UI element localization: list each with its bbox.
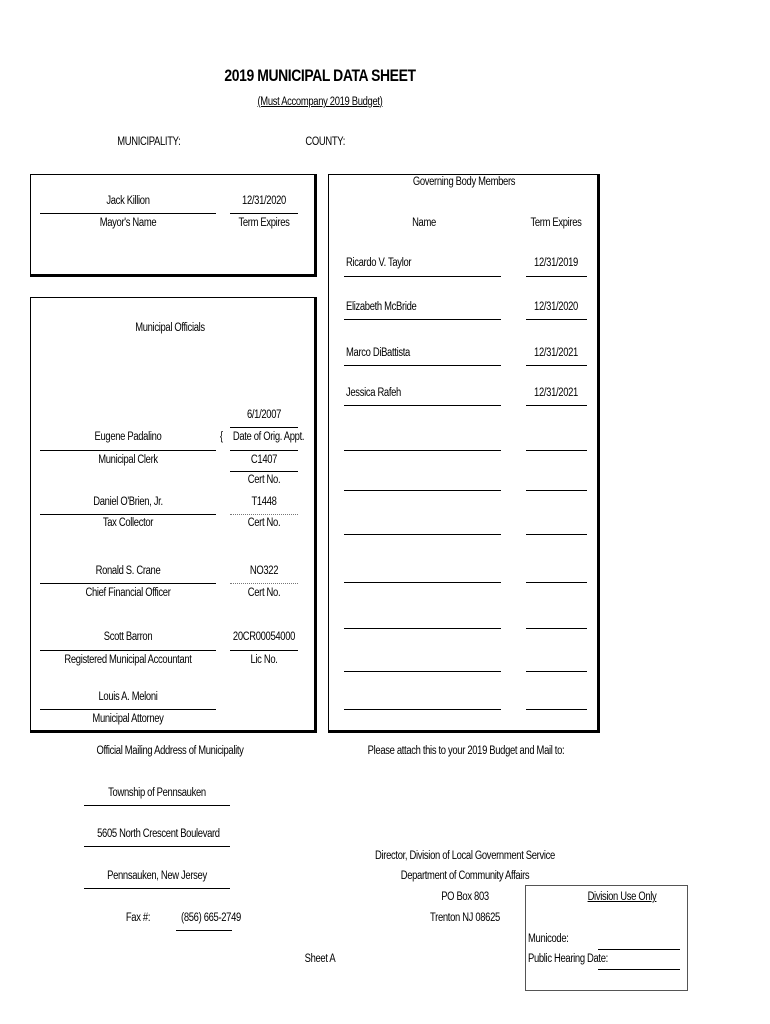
member-blank-line bbox=[344, 709, 501, 710]
clerk-name: Eugene Padalino bbox=[94, 431, 162, 443]
attach-line2: Department of Community Affairs bbox=[400, 870, 530, 882]
cfo-cert-label: Cert No. bbox=[247, 587, 281, 599]
member-1-name-line bbox=[344, 276, 501, 277]
municode-line bbox=[598, 949, 680, 950]
cfo-cert: NO322 bbox=[249, 565, 279, 577]
member-4-name-line bbox=[344, 405, 501, 406]
member-blank-line bbox=[526, 490, 587, 491]
clerk-cert-label: Cert No. bbox=[247, 474, 281, 486]
hearing-line bbox=[598, 969, 680, 970]
tax-cert-line bbox=[230, 514, 298, 515]
cfo-cert-line bbox=[230, 583, 298, 584]
hearing-label: Public Hearing Date: bbox=[528, 953, 608, 965]
member-blank-line bbox=[526, 671, 587, 672]
mayor-term-line bbox=[230, 213, 298, 214]
page-subtitle: (Must Accompany 2019 Budget) bbox=[257, 96, 383, 108]
mailing-heading: Official Mailing Address of Municipality bbox=[96, 745, 244, 757]
mayor-name-line bbox=[40, 213, 216, 214]
municipality-label: MUNICIPALITY: bbox=[117, 136, 181, 148]
clerk-cert: C1407 bbox=[250, 454, 278, 466]
clerk-brace: { bbox=[219, 431, 223, 443]
fax-label: Fax #: bbox=[125, 912, 151, 924]
tax-label: Tax Collector bbox=[102, 517, 154, 529]
fax-underline bbox=[176, 930, 232, 931]
tax-cert: T1448 bbox=[251, 496, 277, 508]
officials-heading: Municipal Officials bbox=[135, 322, 205, 334]
attach-line1: Director, Division of Local Government Service bbox=[375, 850, 555, 862]
mailing-line1-underline bbox=[84, 805, 230, 806]
clerk-date-label-line bbox=[230, 450, 298, 451]
sheet-label: Sheet A bbox=[304, 953, 336, 965]
member-blank-line bbox=[344, 490, 501, 491]
member-3-name-line bbox=[344, 365, 501, 366]
member-blank-line bbox=[344, 671, 501, 672]
mayor-term-label: Term Expires bbox=[238, 217, 290, 229]
member-2-name-line bbox=[344, 319, 501, 320]
member-4-name: Jessica Rafeh bbox=[346, 387, 401, 399]
member-blank-line bbox=[344, 628, 501, 629]
member-2-name: Elizabeth McBride bbox=[346, 301, 417, 313]
member-blank-line bbox=[526, 709, 587, 710]
officials-box bbox=[30, 297, 317, 733]
municode-label: Municode: bbox=[528, 933, 569, 945]
cfo-label: Chief Financial Officer bbox=[85, 587, 171, 599]
clerk-name-line bbox=[40, 450, 216, 451]
member-blank-line bbox=[344, 450, 501, 451]
mayor-name-label: Mayor's Name bbox=[99, 217, 157, 229]
rma-lic-label: Lic No. bbox=[250, 654, 278, 666]
member-4-term: 12/31/2021 bbox=[534, 387, 578, 399]
tax-name-line bbox=[40, 514, 216, 515]
cfo-name-line bbox=[40, 583, 216, 584]
clerk-date-label: Date of Orig. Appt. bbox=[232, 431, 305, 443]
clerk-date-line bbox=[230, 427, 298, 428]
rma-name-line bbox=[40, 650, 216, 651]
governing-name-col: Name bbox=[412, 217, 436, 229]
member-blank-line bbox=[526, 534, 587, 535]
member-blank-line bbox=[526, 628, 587, 629]
mailing-line3-underline bbox=[84, 888, 230, 889]
attach-line3: PO Box 803 bbox=[441, 891, 489, 903]
member-blank-line bbox=[344, 534, 501, 535]
clerk-date: 6/1/2007 bbox=[246, 409, 282, 421]
member-2-term: 12/31/2020 bbox=[534, 301, 578, 313]
member-blank-line bbox=[526, 582, 587, 583]
attorney-label: Municipal Attorney bbox=[92, 713, 164, 725]
fax-number: (856) 665-2749 bbox=[181, 912, 241, 924]
division-title: Division Use Only bbox=[587, 891, 657, 903]
mailing-line3: Pennsauken, New Jersey bbox=[107, 870, 207, 882]
member-3-term-line bbox=[526, 365, 587, 366]
member-1-term-line bbox=[526, 276, 587, 277]
member-1-name: Ricardo V. Taylor bbox=[346, 257, 412, 269]
tax-name: Daniel O'Brien, Jr. bbox=[93, 496, 163, 508]
cfo-name: Ronald S. Crane bbox=[95, 565, 161, 577]
rma-name: Scott Barron bbox=[103, 631, 153, 643]
member-2-term-line bbox=[526, 319, 587, 320]
rma-lic-line bbox=[230, 650, 298, 651]
governing-heading: Governing Body Members bbox=[412, 176, 516, 188]
tax-cert-label: Cert No. bbox=[247, 517, 281, 529]
clerk-label: Municipal Clerk bbox=[98, 454, 158, 466]
attorney-name-line bbox=[40, 709, 216, 710]
clerk-cert-line bbox=[230, 471, 298, 472]
mayor-term: 12/31/2020 bbox=[242, 195, 286, 207]
attach-line4: Trenton NJ 08625 bbox=[430, 912, 500, 924]
governing-term-col: Term Expires bbox=[530, 217, 582, 229]
mailing-line2: 5605 North Crescent Boulevard bbox=[97, 828, 220, 840]
member-1-term: 12/31/2019 bbox=[534, 257, 578, 269]
mailing-line1: Township of Pennsauken bbox=[108, 787, 206, 799]
member-blank-line bbox=[526, 450, 587, 451]
member-3-term: 12/31/2021 bbox=[534, 347, 578, 359]
attach-heading: Please attach this to your 2019 Budget and Mail to: bbox=[367, 745, 565, 757]
rma-label: Registered Municipal Accountant bbox=[64, 654, 192, 666]
mailing-line2-underline bbox=[84, 846, 230, 847]
member-4-term-line bbox=[526, 405, 587, 406]
rma-lic: 20CR00054000 bbox=[232, 631, 296, 643]
member-blank-line bbox=[344, 582, 501, 583]
county-label: COUNTY: bbox=[305, 136, 346, 148]
member-3-name: Marco DiBattista bbox=[346, 347, 410, 359]
mayor-name: Jack Killion bbox=[106, 195, 150, 207]
page-title: 2019 MUNICIPAL DATA SHEET bbox=[224, 66, 416, 85]
attorney-name: Louis A. Meloni bbox=[98, 691, 158, 703]
